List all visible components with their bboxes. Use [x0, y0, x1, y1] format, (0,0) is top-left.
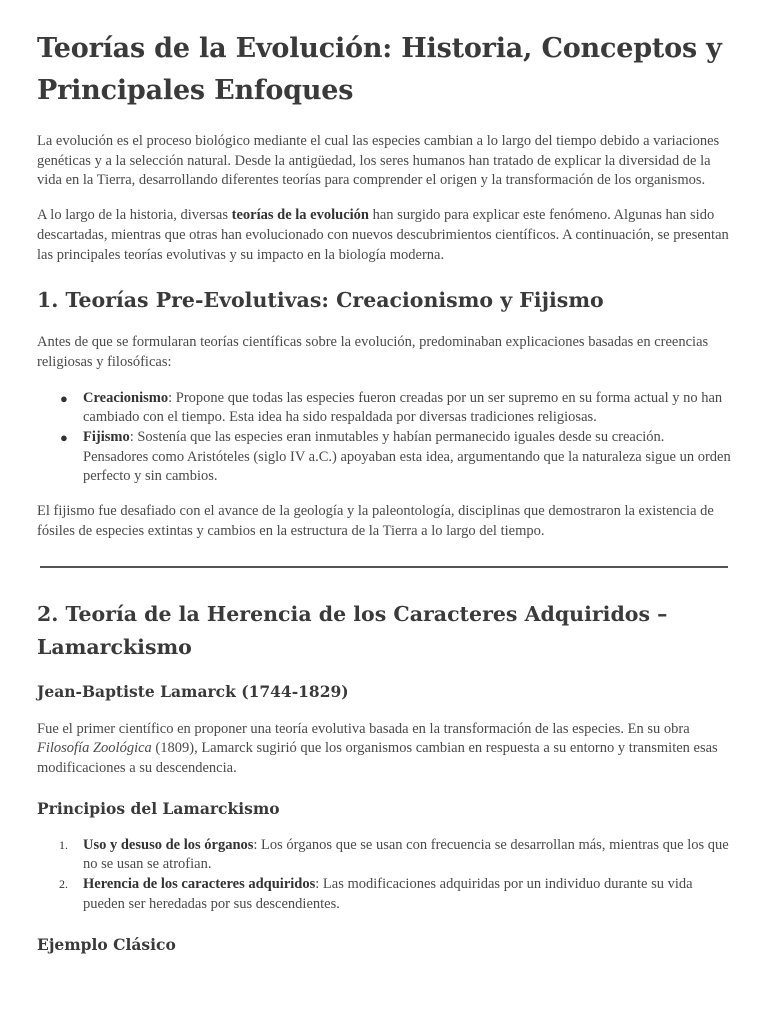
lamarck-subheading: Jean-Baptiste Lamarck (1744-1829): [37, 681, 349, 701]
list-item-term: Fijismo: [83, 429, 130, 446]
section-divider: [40, 566, 728, 568]
principle-term: Herencia de los caracteres adquiridos: [83, 876, 316, 893]
book-title: Filosofía Zoológica: [37, 740, 152, 757]
section-1-intro: Antes de que se formularan teorías científicas sobre la evolución, predominaban explicaciones basadas en creencias religiosas y filosóficas:: [37, 334, 709, 370]
intro-paragraph-2: [37, 206, 731, 265]
list-item-text: : Propone que todas las especies fueron creadas por un ser supremo en su forma actual y no han cambiado con el tiempo. Esta idea ha sido respaldada por diversas tradiciones religiosas.: [83, 389, 723, 426]
principle-text: : Los órganos que se usan con frecuencia se desarrollan más, mientras que los que no se usan se atrofian.: [83, 836, 729, 873]
intro-p2-bold: teorías de la evolución: [231, 207, 369, 224]
lamarck-text-start: Fue el primer científico en proponer una teoría evolutiva basada en la transformación de las especies. En su obra: [37, 720, 690, 737]
list-item-creacionismo: [60, 389, 731, 428]
list-number: 1.: [59, 837, 68, 852]
section-1-closing: El fijismo fue desafiado con el avance de la geología y la paleontología, disciplinas que demostraron la existencia de fósiles de especies extintas y cambios en la estructura de la Tierra a lo largo del tiempo.: [37, 503, 714, 539]
intro-p2-text-start: A lo largo de la historia, diversas: [37, 207, 232, 224]
page-title: Teorías de la Evolución: Historia, Conceptos y Principales Enfoques: [37, 33, 722, 106]
list-item-fijismo: [60, 428, 731, 487]
section-1-list: [37, 389, 731, 488]
bullet-icon: ●: [60, 430, 68, 446]
lamarck-paragraph: [37, 720, 731, 779]
principle-item-herencia: [59, 875, 731, 914]
intro-paragraph-1: La evolución es el proceso biológico mediante el cual las especies cambian a lo largo del tiempo debido a variaciones genéticas y a la selección natural. Desde la antigüedad, los seres humanos han tratado de explicar la diversidad de la vida en la Tierra, desarrollando diferentes teorías para comprender el origen y la transformación de los organismos.: [37, 133, 720, 189]
section-1-heading: 1. Teorías Pre-Evolutivas: Creacionismo y Fijismo: [37, 288, 604, 313]
list-item-text: : Sostenía que las especies eran inmutables y habían permanecido iguales desde su creación. Pensadores como Aristóteles (siglo IV a.C.) apoyaban esta idea, argumentando que la naturaleza sigue un orden perfecto y sin cambios.: [83, 429, 731, 485]
principle-term: Uso y desuso de los órganos: [83, 836, 254, 853]
section-2-heading: 2. Teoría de la Herencia de los Caracteres Adquiridos – Lamarckismo: [37, 601, 668, 659]
list-number: 2.: [59, 877, 68, 892]
principles-list: [37, 836, 731, 915]
intro-p2-text-end: han surgido para explicar este fenómeno. Algunas han sido descartadas, mientras que otras han evolucionado con nuevos descubrimientos científicos. A continuación, se presentan las principales teorías evolutivas y su impacto en la biología moderna.: [37, 207, 729, 263]
principle-item-uso-desuso: [59, 836, 731, 875]
principle-text: : Las modificaciones adquiridas por un individuo durante su vida pueden ser heredadas por sus descendientes.: [83, 876, 693, 912]
list-item-term: Creacionismo: [83, 389, 169, 406]
bullet-icon: ●: [60, 390, 68, 406]
principles-heading: Principios del Lamarckismo: [37, 798, 280, 818]
example-heading: Ejemplo Clásico: [37, 935, 176, 955]
lamarck-text-end: (1809), Lamarck sugirió que los organismos cambian en respuesta a su entorno y transmiten esas modificaciones a su descendencia.: [37, 740, 718, 776]
